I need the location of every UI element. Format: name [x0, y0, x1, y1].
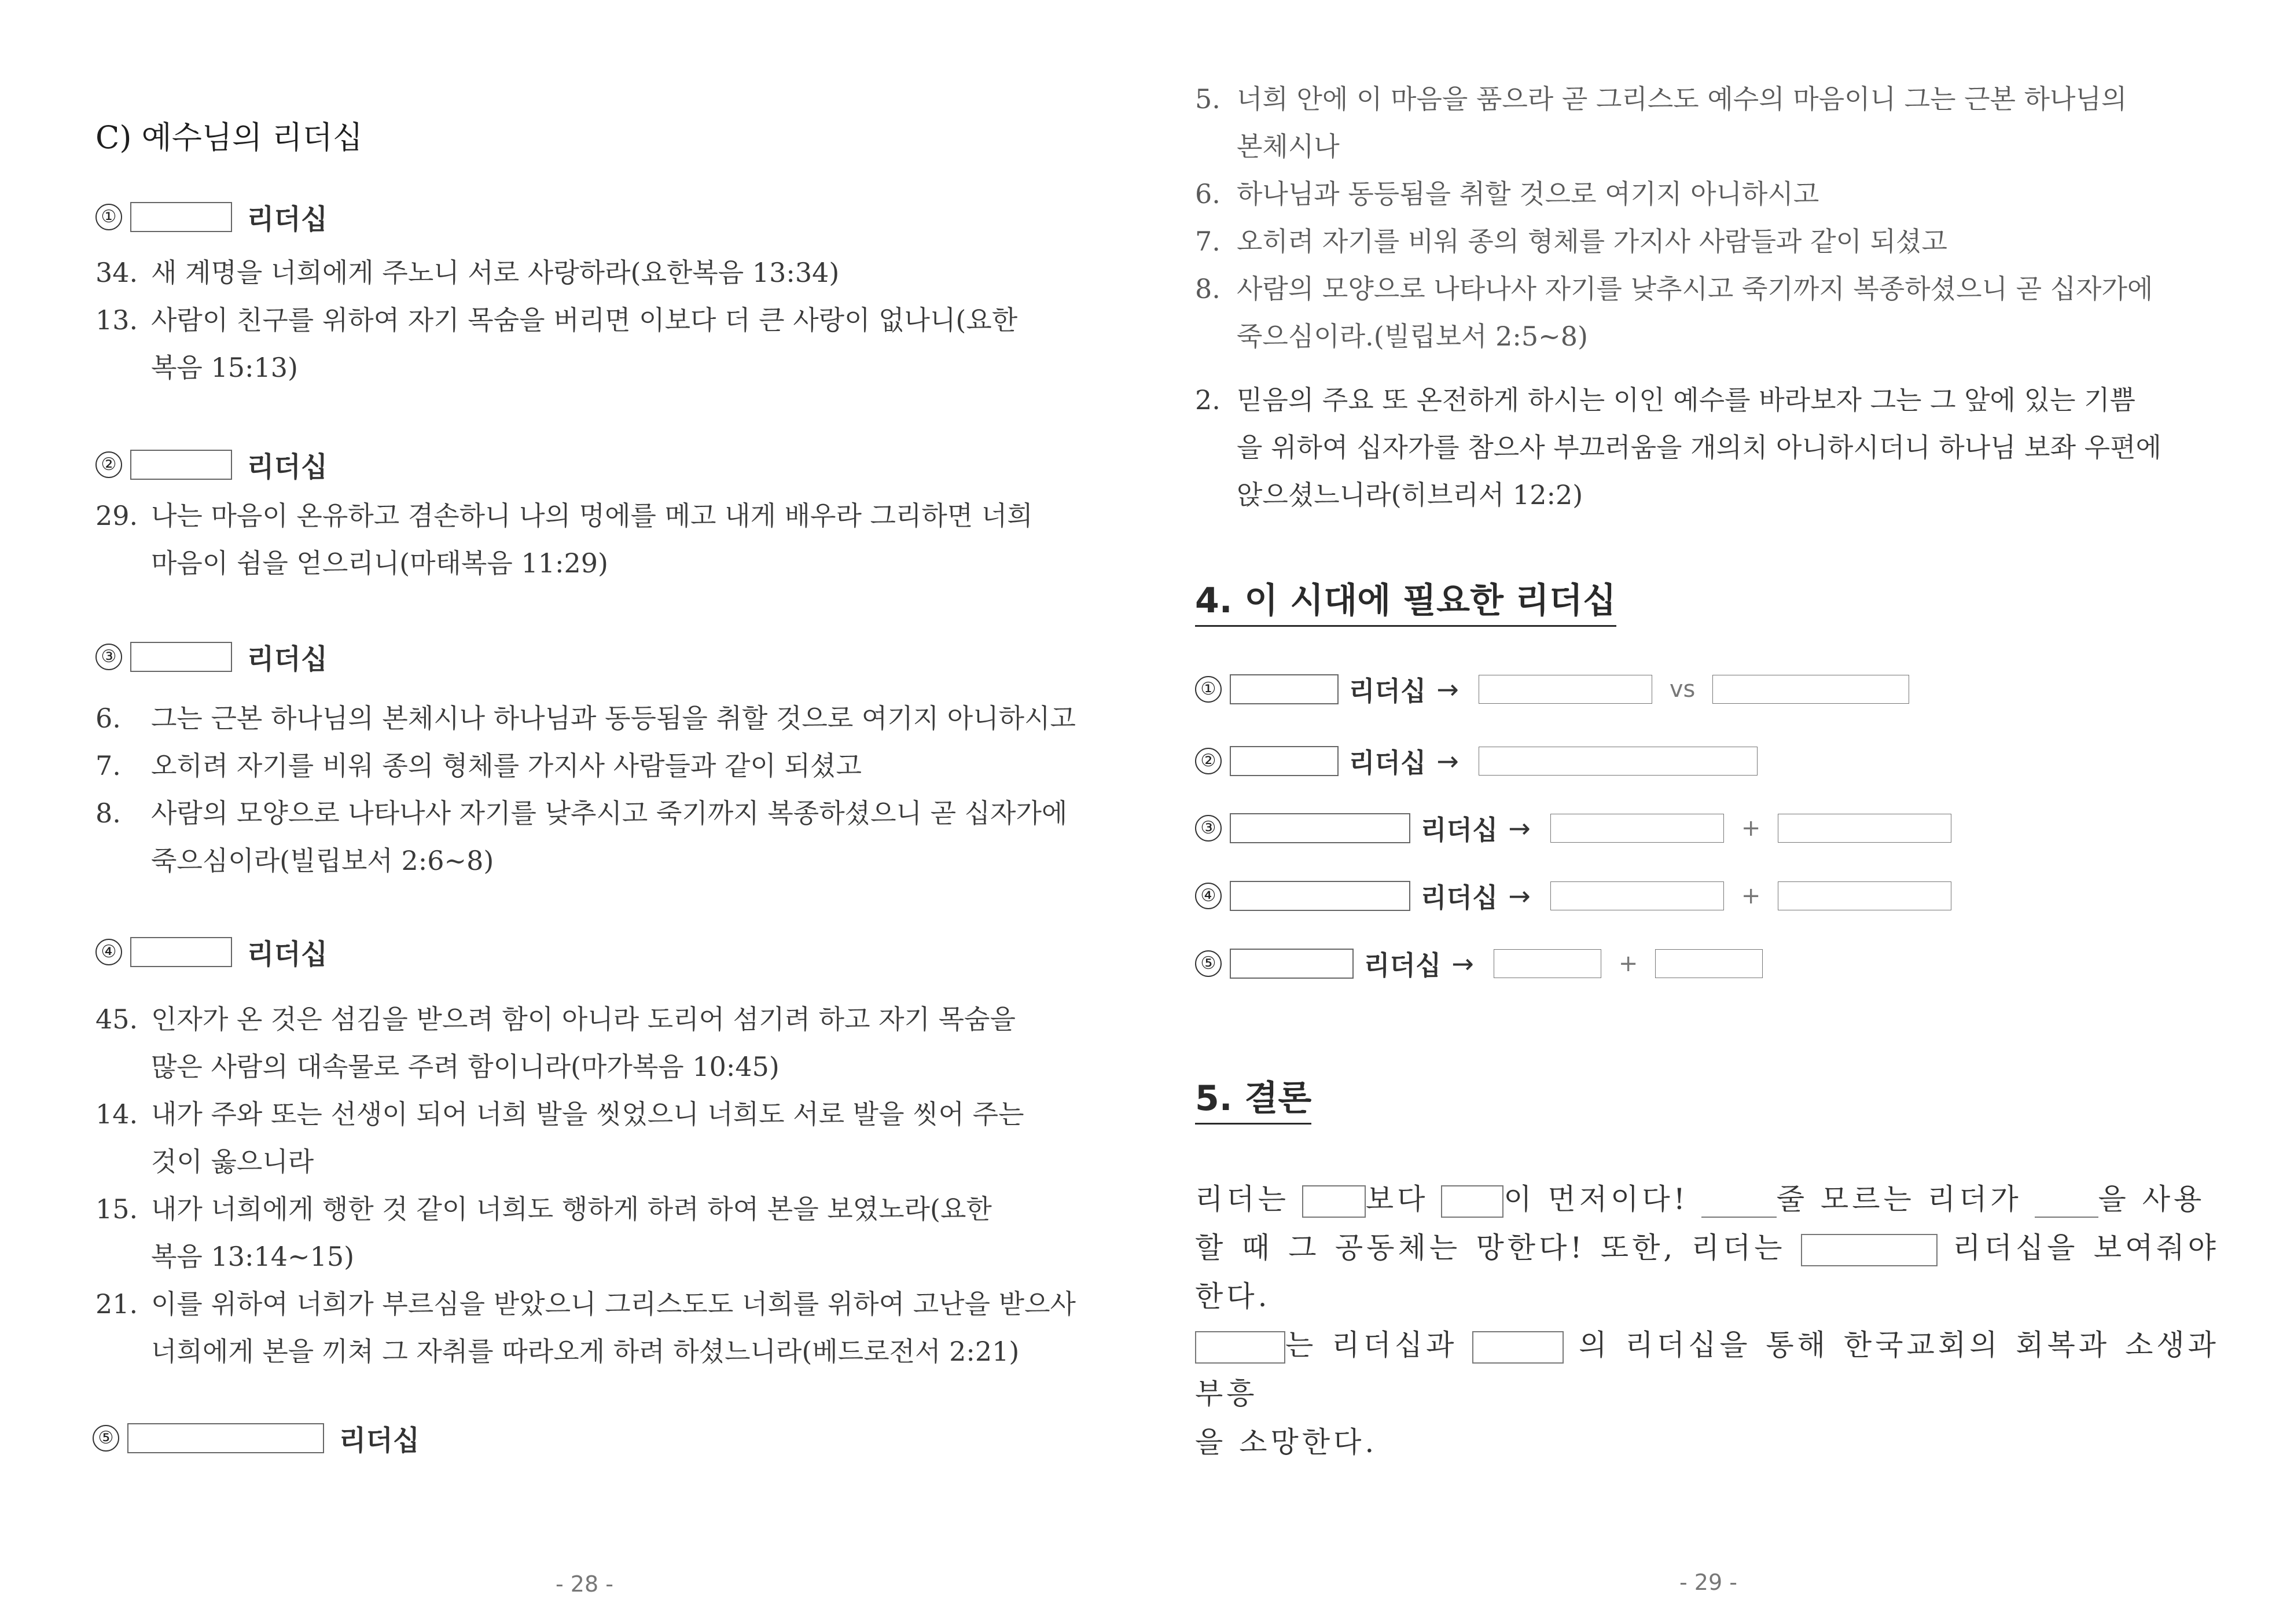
answer-line[interactable]	[1778, 814, 1951, 843]
versus-label: vs	[1669, 676, 1696, 703]
circle-number: ②	[95, 451, 122, 478]
verse-line: 인자가 온 것은 섬김을 받으려 함이 아니라 도리어 섬기려 하고 자기 목숨을	[151, 1004, 1016, 1035]
circle-number: ③	[1195, 815, 1222, 842]
verse-line: 많은 사람의 대속물로 주려 함이니라(마가복음 10:45)	[151, 1051, 780, 1082]
leadership-label: 리더십	[247, 938, 328, 971]
section-5-title: 5. 결론	[1195, 1071, 1311, 1125]
verse-number: 6.	[1195, 178, 1220, 210]
conclusion-text: 의 리더십을 통해 한국교회의 회복과 소생과 부흥	[1195, 1328, 2219, 1410]
verse-line: 새 계명을 너희에게 주노니 서로 사랑하라(요한복음 13:34)	[151, 257, 840, 288]
verse-number: 8.	[1195, 273, 1220, 304]
answer-blank[interactable]	[130, 450, 232, 480]
verse-line: 을 위하여 십자가를 참으사 부끄러움을 개의치 아니하시더니 하나님 보좌 우편에	[1237, 432, 2161, 463]
verse	[1195, 170, 2219, 218]
conclusion-paragraph	[1195, 1175, 2219, 1467]
leadership-row-5	[1195, 945, 1763, 983]
leadership-label: 리더십	[1349, 675, 1427, 707]
verse-line: 마음이 쉼을 얻으리니(마태복음 11:29)	[151, 548, 608, 579]
leadership-label: 리더십	[339, 1424, 420, 1457]
verse-line: 이를 위하여 너희가 부르심을 받았으니 그리스도도 너희를 위하여 고난을 받으사	[151, 1288, 1076, 1320]
verse	[1195, 265, 2219, 360]
answer-blank[interactable]	[1230, 674, 1339, 704]
answer-line[interactable]	[1479, 675, 1652, 704]
arrow-icon: →	[1508, 880, 1531, 912]
verse-group-4	[95, 995, 1102, 1375]
verse-line: 사람이 친구를 위하여 자기 목숨을 버리면 이보다 더 큰 사랑이 없나니(요한	[151, 304, 1018, 336]
verse	[95, 742, 1102, 789]
verse-line: 사람의 모양으로 나타나사 자기를 낮추시고 죽기까지 복종하셨으니 곧 십자가에	[1237, 273, 2153, 304]
answer-blank[interactable]	[1801, 1234, 1938, 1266]
leadership-heading-1	[95, 197, 328, 237]
section-4-title: 4. 이 시대에 필요한 리더십	[1195, 573, 1616, 627]
verse	[95, 249, 1102, 296]
plus-label: +	[1741, 883, 1761, 909]
verse-group-2	[95, 492, 1102, 587]
verse-group-1	[95, 249, 1102, 391]
verse-number: 8.	[95, 798, 121, 829]
leadership-heading-2	[95, 444, 328, 484]
answer-blank[interactable]	[130, 937, 232, 967]
verse-number: 15.	[95, 1193, 138, 1225]
leadership-label: 리더십	[247, 203, 328, 236]
verse	[95, 695, 1102, 742]
leadership-label: 리더십	[1421, 882, 1498, 913]
answer-blank[interactable]	[1230, 949, 1354, 979]
conclusion-text: 리더십을 보여줘야 한다.	[1195, 1231, 2219, 1313]
circle-number: ①	[95, 204, 122, 230]
verse-line: 믿음의 주요 또 온전하게 하시는 이인 예수를 바라보자 그는 그 앞에 있는 기쁨	[1237, 384, 2135, 416]
arrow-icon: →	[1451, 948, 1474, 979]
leadership-label: 리더십	[1349, 747, 1427, 778]
circle-number: ⑤	[93, 1425, 119, 1452]
leadership-row-4	[1195, 877, 1951, 915]
circle-number: ③	[95, 644, 122, 670]
verse-line: 오히려 자기를 비워 종의 형체를 가지사 사람들과 같이 되셨고	[151, 750, 862, 781]
leadership-heading-4	[95, 932, 328, 972]
answer-blank[interactable]	[1230, 881, 1410, 911]
verse-group-3	[95, 695, 1102, 884]
conclusion-text: 는 리더십과	[1285, 1328, 1458, 1362]
answer-line[interactable]	[1701, 1185, 1777, 1218]
verse-line: 복음 15:13)	[151, 352, 299, 383]
verse	[95, 1280, 1102, 1375]
verse-line: 그는 근본 하나님의 본체시나 하나님과 동등됨을 취할 것으로 여기지 아니하시고	[151, 703, 1076, 734]
verse-line: 너희에게 본을 끼쳐 그 자취를 따라오게 하려 하셨느니라(베드로전서 2:21)	[151, 1336, 1020, 1367]
answer-line[interactable]	[1550, 881, 1724, 910]
leadership-row-1	[1195, 670, 1909, 708]
verse	[95, 995, 1102, 1090]
answer-line[interactable]	[1550, 814, 1724, 843]
verse-line: 너희 안에 이 마음을 품으라 곧 그리스도 예수의 마음이니 그는 근본 하나님의	[1237, 83, 2127, 115]
conclusion-text: 리더는	[1195, 1182, 1289, 1216]
page-number: - 29 -	[1679, 1570, 1737, 1595]
verse-number: 5.	[1195, 83, 1220, 115]
verse	[1195, 376, 2219, 519]
verse	[95, 296, 1102, 391]
verse	[1195, 75, 2219, 170]
plus-label: +	[1618, 950, 1638, 977]
verse-number: 2.	[1195, 384, 1220, 416]
answer-blank[interactable]	[1195, 1331, 1285, 1364]
circle-number: ⑤	[1195, 950, 1222, 977]
conclusion-text: 이 먼저이다!	[1503, 1182, 1689, 1216]
answer-blank[interactable]	[1472, 1331, 1564, 1364]
conclusion-text: 줄 모르는 리더가	[1776, 1182, 2022, 1216]
verse-group-top	[1195, 75, 2219, 360]
verse-line: 사람의 모양으로 나타나사 자기를 낮추시고 죽기까지 복종하셨으니 곧 십자가에	[151, 798, 1068, 829]
verse-line: 것이 옳으니라	[151, 1146, 314, 1177]
answer-blank[interactable]	[130, 202, 232, 232]
leadership-row-3	[1195, 809, 1951, 847]
verse-line: 내가 주와 또는 선생이 되어 너희 발을 씻었으니 너희도 서로 발을 씻어 주는	[151, 1098, 1024, 1130]
verse-line: 본체시나	[1237, 131, 1340, 162]
circle-number: ②	[1195, 748, 1222, 774]
arrow-icon: →	[1508, 813, 1531, 844]
verse-number: 6.	[95, 703, 121, 734]
answer-line[interactable]	[1494, 949, 1601, 978]
arrow-icon: →	[1436, 745, 1459, 777]
leadership-label: 리더십	[1364, 950, 1442, 981]
leadership-label: 리더십	[247, 643, 328, 675]
answer-blank[interactable]	[127, 1423, 324, 1453]
verse-group-hebrews	[1195, 376, 2219, 519]
answer-line[interactable]	[1712, 675, 1909, 704]
answer-blank[interactable]	[1441, 1185, 1503, 1218]
verse-number: 29.	[95, 500, 138, 531]
section-title: C) 예수님의 리더십	[95, 119, 363, 156]
conclusion-text: 을 소망한다.	[1195, 1425, 1378, 1459]
leadership-heading-5	[93, 1418, 420, 1458]
verse-line: 오히려 자기를 비워 종의 형체를 가지사 사람들과 같이 되셨고	[1237, 226, 1947, 257]
verse-number: 34.	[95, 257, 138, 288]
circle-number: ④	[95, 939, 122, 965]
verse-number: 14.	[95, 1098, 138, 1130]
verse-number: 21.	[95, 1288, 138, 1320]
conclusion-text: 을 사용	[2098, 1182, 2205, 1216]
verse-number: 7.	[95, 750, 121, 781]
verse	[1195, 218, 2219, 265]
answer-line[interactable]	[1655, 949, 1763, 978]
verse-line: 내가 너희에게 행한 것 같이 너희도 행하게 하려 하여 본을 보였노라(요한	[151, 1193, 992, 1225]
right-page	[1147, 0, 2294, 1624]
answer-blank[interactable]	[1230, 746, 1339, 776]
circle-number: ④	[1195, 883, 1222, 909]
answer-line[interactable]	[1778, 881, 1951, 910]
verse-line: 나는 마음이 온유하고 겸손하니 나의 멍에를 메고 내게 배우라 그리하면 너희	[151, 500, 1033, 531]
verse	[95, 492, 1102, 587]
circle-number: ①	[1195, 676, 1222, 703]
leadership-label: 리더십	[1421, 814, 1498, 846]
verse-line: 앉으셨느니라(히브리서 12:2)	[1237, 479, 1583, 510]
answer-blank[interactable]	[130, 642, 232, 672]
arrow-icon: →	[1436, 674, 1459, 705]
conclusion-text: 할 때 그 공동체는 망한다! 또한, 리더는	[1195, 1231, 1786, 1265]
answer-line[interactable]	[1479, 747, 1758, 776]
verse	[95, 789, 1102, 884]
verse-line: 죽으심이라(빌립보서 2:6~8)	[151, 845, 494, 876]
verse-line: 복음 13:14~15)	[151, 1241, 355, 1272]
leadership-heading-3	[95, 637, 328, 677]
conclusion-text: 보다	[1365, 1182, 1429, 1216]
page-number: - 28 -	[556, 1571, 613, 1597]
verse-number: 7.	[1195, 226, 1220, 257]
answer-blank[interactable]	[1302, 1185, 1366, 1218]
leadership-label: 리더십	[247, 451, 328, 483]
verse-number: 45.	[95, 1004, 138, 1035]
answer-blank[interactable]	[1230, 813, 1410, 843]
answer-line[interactable]	[2035, 1185, 2098, 1218]
verse	[95, 1185, 1102, 1280]
verse	[95, 1090, 1102, 1185]
verse-number: 13.	[95, 304, 138, 336]
verse-line: 하나님과 동등됨을 취할 것으로 여기지 아니하시고	[1237, 178, 1819, 210]
leadership-row-2	[1195, 742, 1758, 780]
plus-label: +	[1741, 815, 1761, 842]
verse-line: 죽으심이라.(빌립보서 2:5~8)	[1237, 321, 1588, 352]
